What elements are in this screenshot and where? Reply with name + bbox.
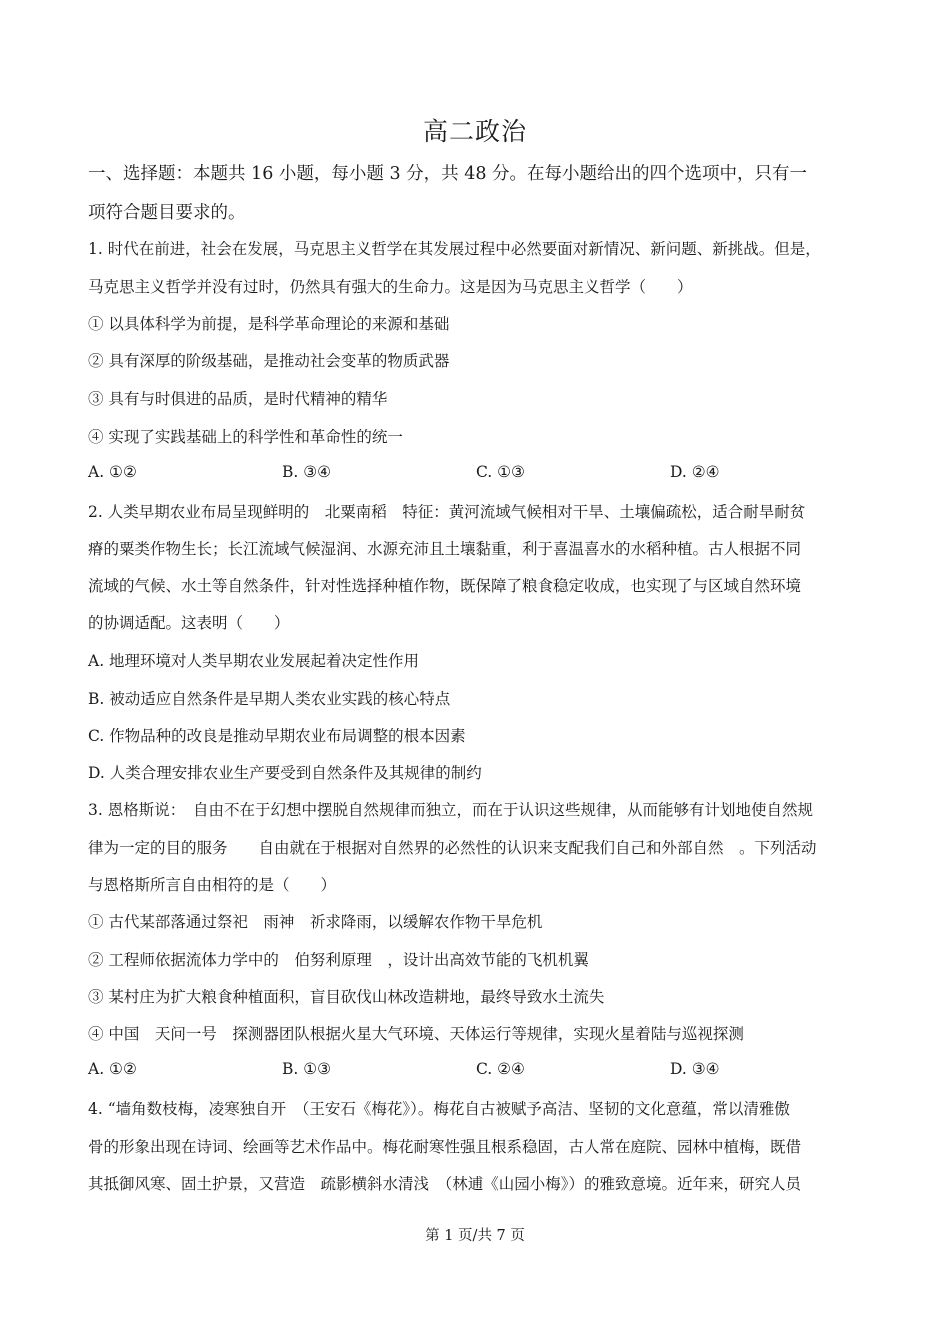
q2-stem-line-2: 瘠的粟类作物生长；长江流域气候湿润、水源充沛且土壤黏重，利于喜温喜水的水稻种植。古人根据不同 bbox=[88, 540, 802, 558]
q3-stem-line-1: 3. 恩格斯说： 自由不在于幻想中摆脱自然规律而独立，而在于认识这些规律，从而能够有计划地使自然规 bbox=[88, 801, 813, 819]
q1-item-1: ① 以具体科学为前提，是科学革命理论的来源和基础 bbox=[88, 315, 450, 333]
q1-item-4: ④ 实现了实践基础上的科学性和革命性的统一 bbox=[88, 428, 403, 446]
q2-option-b: B. 被动适应自然条件是早期人类农业实践的核心特点 bbox=[88, 690, 451, 708]
q3-item-2: ② 工程师依据流体力学中的 伯努利原理 ，设计出高效节能的飞机机翼 bbox=[88, 951, 589, 969]
q2-stem-line-4: 的协调适配。这表明（ ） bbox=[88, 614, 290, 632]
q4-stem-line-2: 骨的形象出现在诗词、绘画等艺术作品中。梅花耐寒性强且根系稳固，古人常在庭院、园林中植梅，既借 bbox=[88, 1138, 802, 1156]
section-heading-line-1: 一、选择题：本题共 16 小题，每小题 3 分，共 48 分。在每小题给出的四个选项中，只有一 bbox=[88, 164, 808, 184]
q2-option-a: A. 地理环境对人类早期农业发展起着决定性作用 bbox=[88, 652, 420, 670]
q4-stem-line-3: 其抵御风寒、固土护景，又营造 疏影横斜水清浅 （林逋《山园小梅》）的雅致意境。近年来，研究人员 bbox=[88, 1175, 802, 1193]
q2-stem-line-3: 流域的气候、水土等自然条件，针对性选择种植作物，既保障了粮食稳定收成，也实现了与区域自然环境 bbox=[88, 577, 802, 595]
q4-stem-line-1: 4. “墙角数枝梅，凌寒独自开 （王安石《梅花》）。梅花自古被赋予高洁、坚韧的文化意蕴，常以清雅傲 bbox=[88, 1100, 790, 1118]
q2-option-c: C. 作物品种的改良是推动早期农业布局调整的根本因素 bbox=[88, 727, 466, 745]
page-title: 高二政治 bbox=[422, 117, 527, 146]
q3-stem-line-3: 与恩格斯所言自由相符的是（ ） bbox=[88, 876, 337, 894]
q1-item-3: ③ 具有与时俱进的品质，是时代精神的精华 bbox=[88, 390, 388, 408]
q3-option-c: C. ②④ bbox=[476, 1060, 525, 1078]
q3-option-a: A. ①② bbox=[88, 1060, 137, 1078]
q3-item-4: ④ 中国 天问一号 探测器团队根据火星大气环境、天体运行等规律，实现火星着陆与巡视探测 bbox=[88, 1025, 744, 1043]
q1-option-d: D. ②④ bbox=[670, 463, 720, 481]
section-heading-line-2: 项符合题目要求的。 bbox=[88, 203, 246, 223]
page-footer: 第 1 页/共 7 页 bbox=[425, 1228, 525, 1244]
q3-item-3: ③ 某村庄为扩大粮食种植面积，盲目砍伐山林改造耕地，最终导致水土流失 bbox=[88, 988, 605, 1006]
q2-option-d: D. 人类合理安排农业生产要受到自然条件及其规律的制约 bbox=[88, 764, 482, 782]
q1-option-a: A. ①② bbox=[88, 463, 137, 481]
q3-stem-line-2: 律为一定的目的服务 自由就在于根据对自然界的必然性的认识来支配我们自己和外部自然 。下列活动 bbox=[88, 839, 817, 857]
q3-item-1: ① 古代某部落通过祭祀 雨神 祈求降雨，以缓解农作物干旱危机 bbox=[88, 913, 543, 931]
q1-option-c: C. ①③ bbox=[476, 463, 525, 481]
q1-stem-line-2: 马克思主义哲学并没有过时，仍然具有强大的生命力。这是因为马克思主义哲学（ ） bbox=[88, 278, 693, 296]
q2-stem-line-1: 2. 人类早期农业布局呈现鲜明的 北粟南稻 特征：黄河流域气候相对干旱、土壤偏疏松，适合耐旱耐贫 bbox=[88, 503, 806, 521]
q3-option-d: D. ③④ bbox=[670, 1060, 720, 1078]
q1-item-2: ② 具有深厚的阶级基础，是推动社会变革的物质武器 bbox=[88, 352, 450, 370]
q3-option-b: B. ①③ bbox=[282, 1060, 332, 1078]
q1-option-b: B. ③④ bbox=[282, 463, 332, 481]
q1-stem-line-1: 1. 时代在前进，社会在发展，马克思主义哲学在其发展过程中必然要面对新情况、新问题、新挑战。但是， bbox=[88, 240, 821, 258]
